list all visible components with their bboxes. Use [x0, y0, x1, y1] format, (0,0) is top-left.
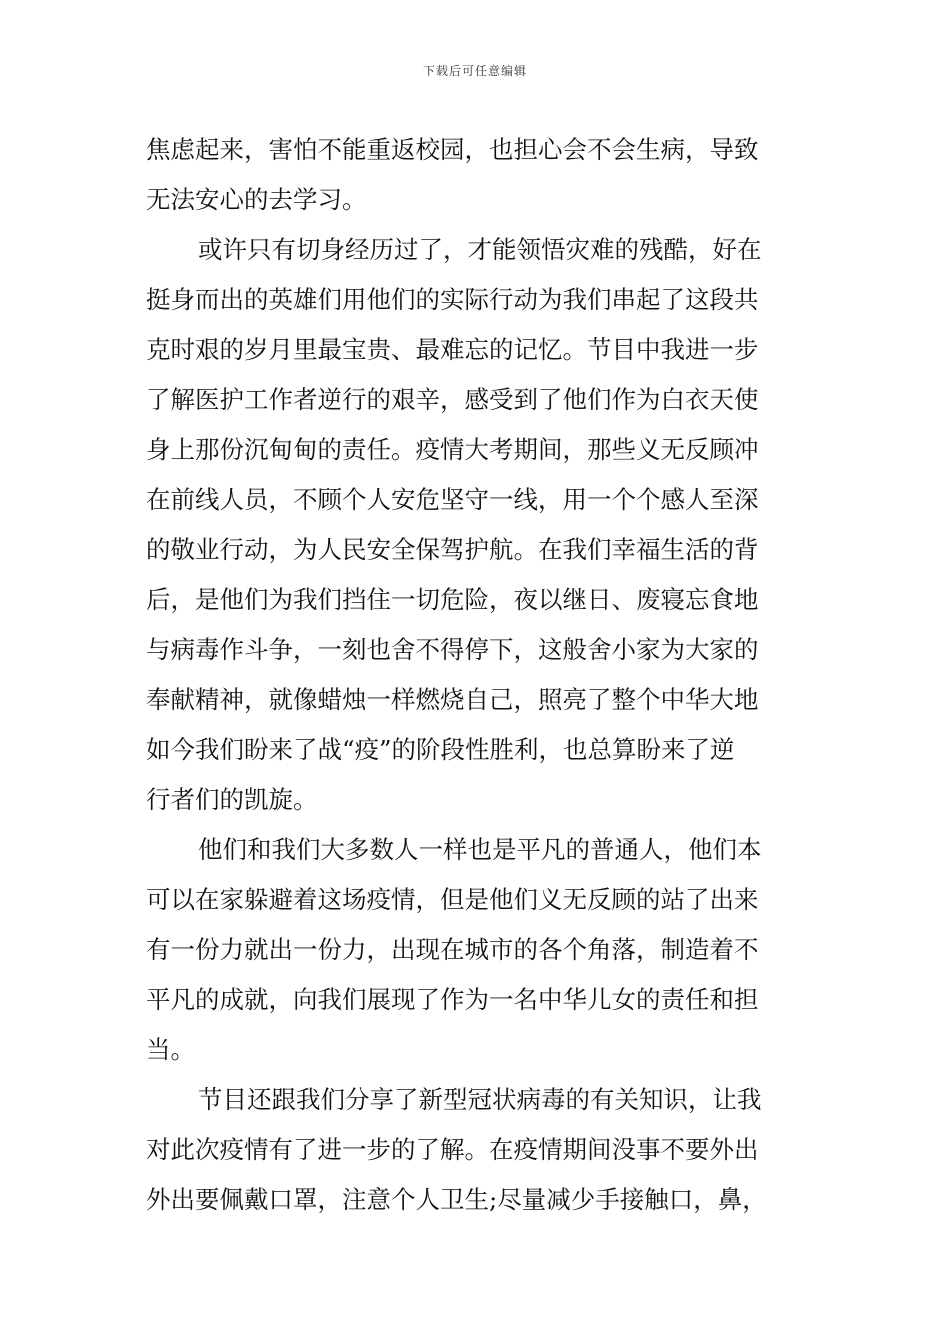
text-line: 无法安心的去学习。 [146, 185, 367, 214]
text-line: 身上那份沉甸甸的责任。疫情大考期间，那些义无反顾冲 [146, 435, 759, 464]
text-line: 外出要佩戴口罩，注意个人卫生;尽量减少手接触口，鼻， [146, 1185, 767, 1214]
document-body [146, 125, 806, 1225]
page-header: 下载后可任意编辑 [422, 64, 527, 78]
text-line: 后，是他们为我们挡住一切危险，夜以继日、废寝忘食地 [146, 585, 759, 614]
text-line: 平凡的成就，向我们展现了作为一名中华儿女的责任和担 [146, 985, 759, 1014]
text-line: 了解医护工作者逆行的艰辛，感受到了他们作为白衣天使 [146, 385, 759, 414]
text-line: 或许只有切身经历过了，才能领悟灾难的残酷，好在 [198, 235, 762, 264]
text-line: 与病毒作斗争，一刻也舍不得停下，这般舍小家为大家的 [146, 635, 759, 664]
paragraph [146, 225, 806, 825]
text-line: 行者们的凯旋。 [146, 785, 318, 814]
text-line: 奉献精神，就像蜡烛一样燃烧自己，照亮了整个中华大地 [146, 685, 759, 714]
paragraph [146, 1075, 806, 1225]
paragraph [146, 125, 806, 225]
text-line: 如今我们盼来了战“疫”的阶段性胜利，也总算盼来了逆 [146, 735, 735, 764]
text-line: 他们和我们大多数人一样也是平凡的普通人，他们本 [198, 835, 762, 864]
text-line: 挺身而出的英雄们用他们的实际行动为我们串起了这段共 [146, 285, 759, 314]
text-line: 在前线人员，不顾个人安危坚守一线，用一个个感人至深 [146, 485, 759, 514]
text-line: 的敬业行动，为人民安全保驾护航。在我们幸福生活的背 [146, 535, 759, 564]
text-line: 当。 [146, 1035, 195, 1064]
text-line: 焦虑起来，害怕不能重返校园，也担心会不会生病，导致 [146, 135, 759, 164]
paragraph [146, 825, 806, 1075]
text-line: 节目还跟我们分享了新型冠状病毒的有关知识，让我 [198, 1085, 762, 1114]
text-line: 可以在家躲避着这场疫情，但是他们义无反顾的站了出来 [146, 885, 759, 914]
text-line: 克时艰的岁月里最宝贵、最难忘的记忆。节目中我进一步 [146, 335, 759, 364]
text-line: 有一份力就出一份力，出现在城市的各个角落，制造着不 [146, 935, 759, 964]
text-line: 对此次疫情有了进一步的了解。在疫情期间没事不要外出 [146, 1135, 759, 1164]
